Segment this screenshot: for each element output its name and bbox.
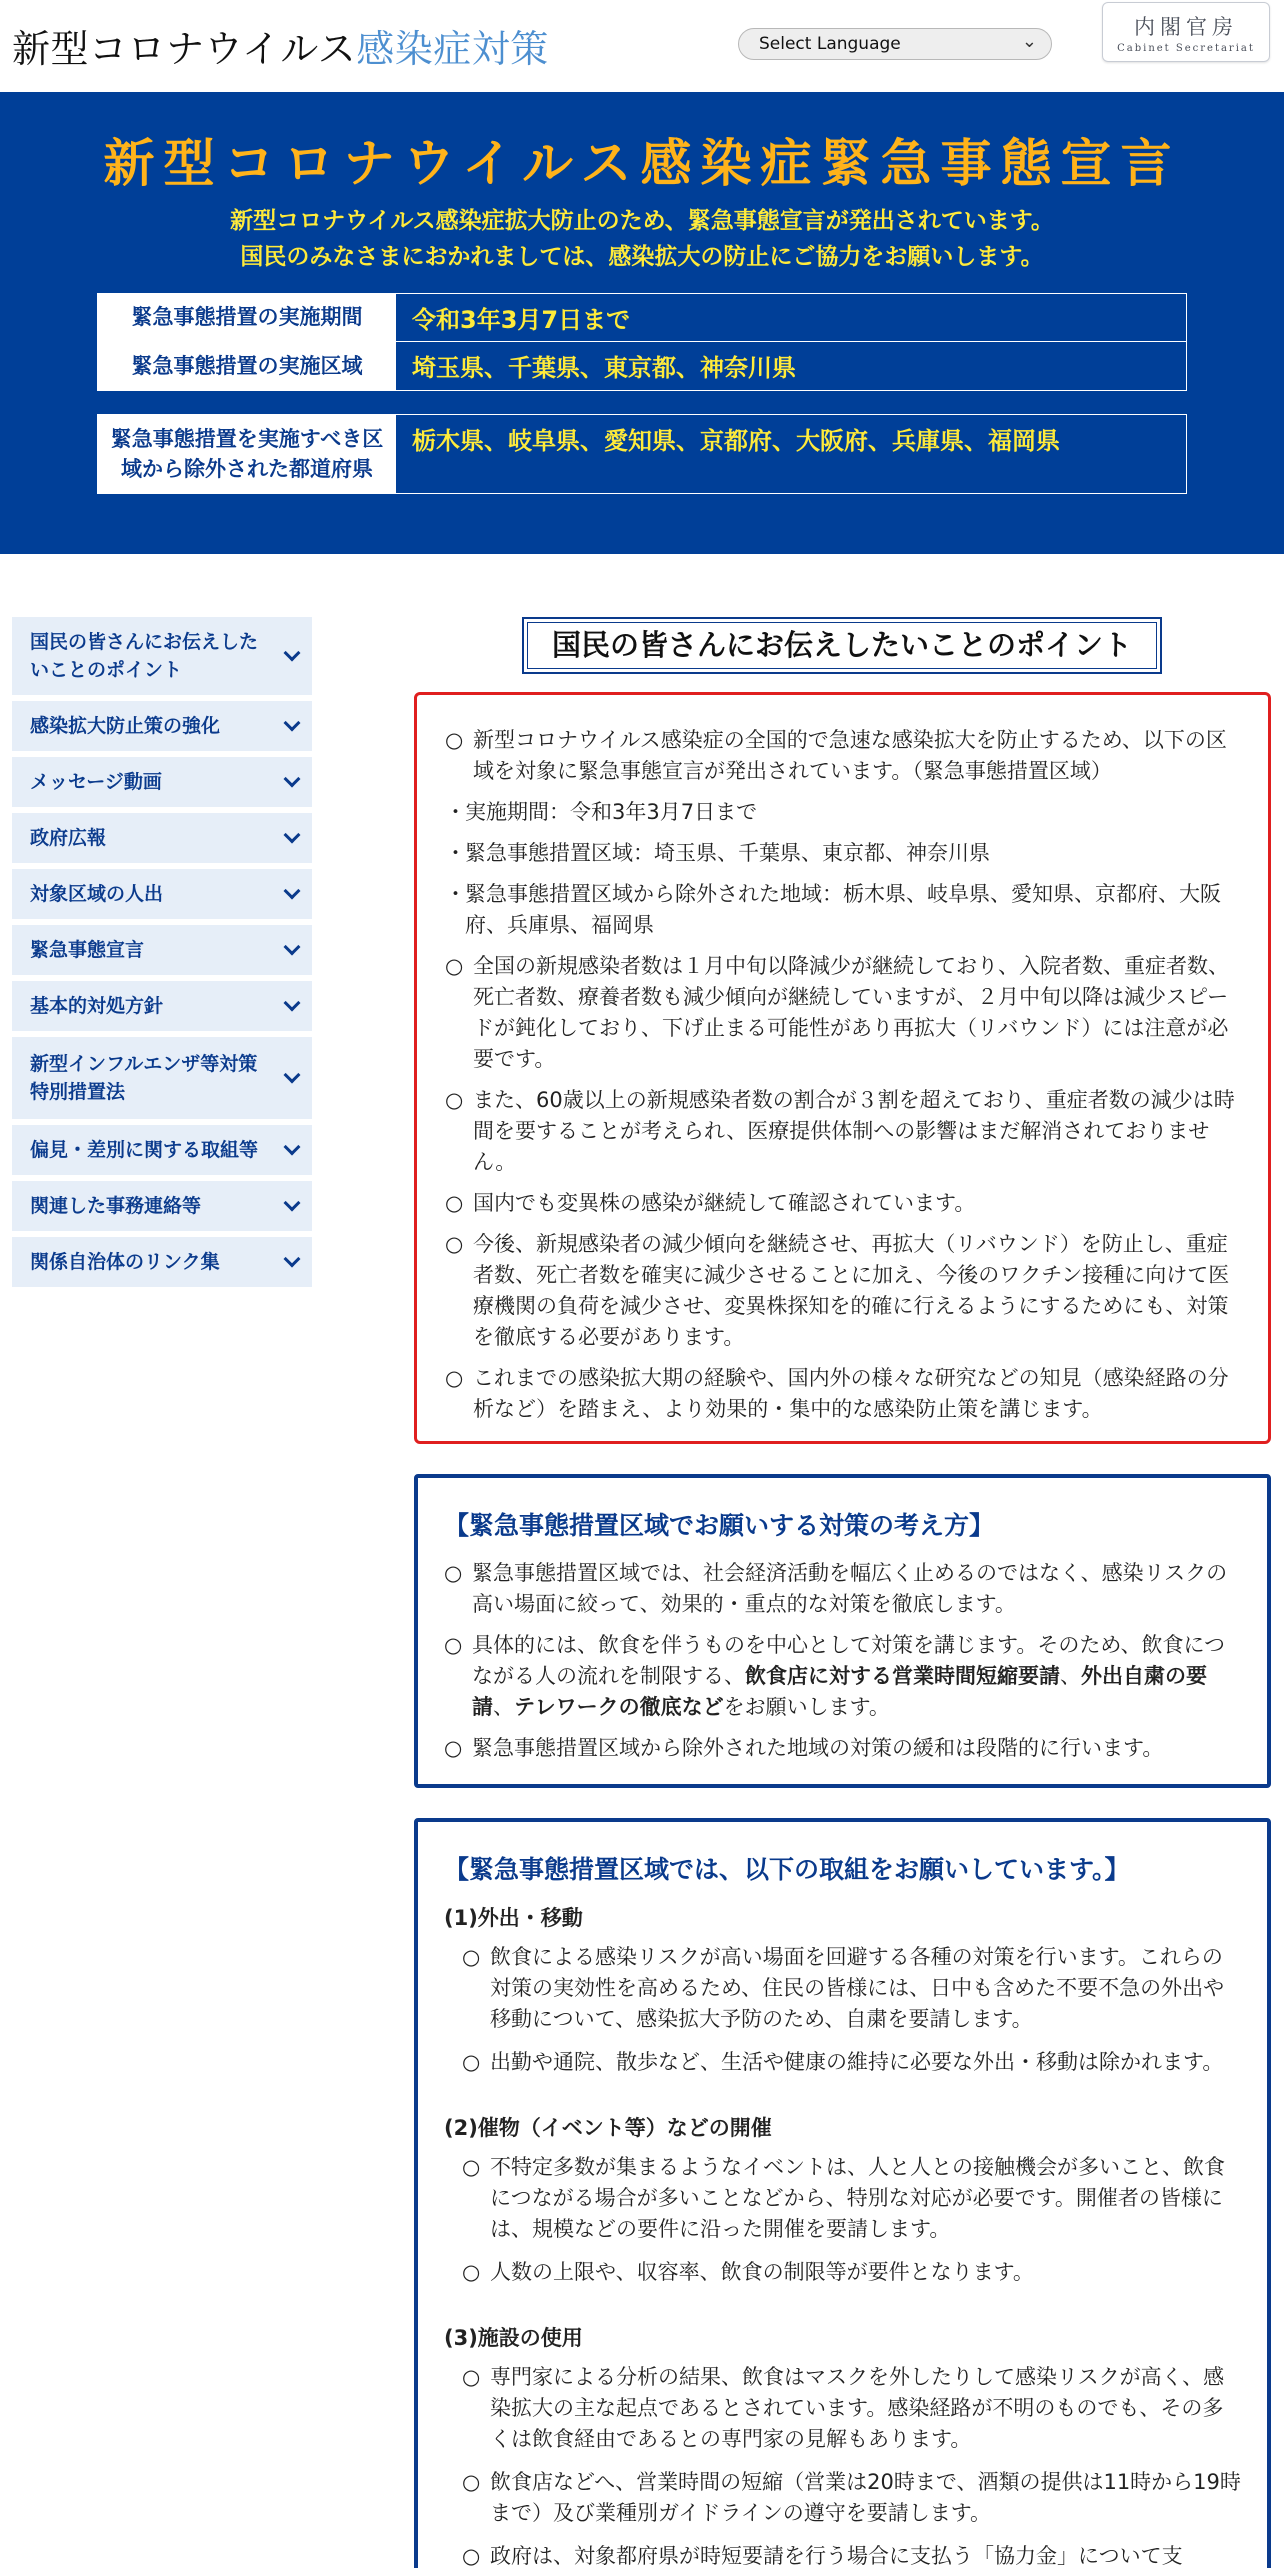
chevron-down-icon — [284, 883, 301, 900]
point-item: ○ これまでの感染拡大期の経験や、国内外の様々な研究などの知見（感染経路の分析など）を踏まえ、より効果的・集中的な感染防止策を講じます。 — [445, 1363, 1244, 1425]
banner-row-label: 緊急事態措置を実施すべき区域から除外された都道府県 — [98, 415, 396, 493]
circle-bullet: ○ — [445, 954, 464, 978]
sidebar-item-crowd[interactable] — [12, 869, 312, 921]
sidebar-item-links[interactable] — [12, 1237, 312, 1289]
request-item: ○ 飲食による感染リスクが高い場面を回避する各種の対策を行います。これらの対策の実効性を高めるため、住民の皆様には、日中も含めた不要不急の外出や移動について、感染拡大予防のため、自粛を要請します。 — [444, 1942, 1243, 2035]
banner-row-value: 令和3年3月7日まで — [412, 306, 631, 334]
sidebar-item-label: 対象区域の人出 — [30, 882, 164, 905]
emergency-banner — [0, 92, 1284, 554]
banner-subtitle-line1: 新型コロナウイルス感染症拡大防止のため、緊急事態宣言が発出されています。 — [230, 208, 1054, 234]
requests-heading: 【緊急事態措置区域では、以下の取組をお願いしています。】 — [444, 1855, 1130, 1884]
request-item: ○ 専門家による分析の結果、飲食はマスクを外したりして感染リスクが高く、感染拡大の主な起点であるとされています。感染経路が不明のものでも、その多くは飲食経由であるとの専門家の見解もあります。 — [444, 2362, 1243, 2455]
request-item: ○ 不特定多数が集まるようなイベントは、人と人との接触機会が多いこと、飲食につながる場合が多いことなどから、特別な対応が必要です。開催者の皆様には、規模などの要件に沿った開催を要請します。 — [444, 2152, 1243, 2245]
requests-subheading-events: (2)催物（イベント等）などの開催 — [444, 2116, 772, 2140]
sidebar-item-notices[interactable] — [12, 1181, 312, 1233]
approach-item: ○ 具体的には、飲食を伴うものを中心として対策を講じます。そのため、飲食につながる人の流れを制限する、飲食店に対する営業時間短縮要請、外出自粛の要請、テレワークの徹底などをお願いします。 — [444, 1630, 1243, 1723]
approach-heading: 【緊急事態措置区域でお願いする対策の考え方】 — [444, 1511, 995, 1540]
chevron-down-icon — [284, 939, 301, 956]
circle-bullet: ○ — [445, 1191, 464, 1215]
points-box — [414, 692, 1271, 1444]
circle-bullet: ○ — [445, 728, 464, 752]
request-item: ○ 政府は、対象都府県が時短要請を行う場合に支払う「協力金」について支 — [444, 2541, 1243, 2568]
language-select-label: Select Language — [759, 34, 901, 54]
banner-subtitle-line2: 国民のみなさまにおかれましては、感染拡大の防止にご協力をお願いします。 — [240, 244, 1044, 270]
circle-bullet: ○ — [445, 1232, 464, 1256]
site-header — [0, 0, 1284, 92]
chevron-down-icon — [284, 1067, 301, 1084]
sidebar-item-discrimination[interactable] — [12, 1125, 312, 1177]
chevron-down-icon — [284, 995, 301, 1012]
sidebar-item-label: 国民の皆さんにお伝えしたいことのポイント — [30, 630, 259, 681]
point-item: ○ 今後、新規感染者の減少傾向を継続させ、再拡大（リバウンド）を防止し、重症者数、死亡者数を確実に減少させることに加え、今後のワクチン接種に向けて医療機関の負荷を減少させ、変異株探知を的確に行えるようにするためにも、対策を徹底する必要があります。 — [445, 1229, 1244, 1353]
chevron-down-icon: ⌄ — [1021, 31, 1037, 52]
banner-row-value: 栃木県、岐阜県、愛知県、京都府、大阪府、兵庫県、福岡県 — [412, 427, 1060, 455]
request-item: ○ 人数の上限や、収容率、飲食の制限等が要件となります。 — [444, 2257, 1243, 2288]
chevron-down-icon — [284, 771, 301, 788]
circle-bullet: ○ — [462, 2155, 481, 2179]
point-item: ○ また、60歳以上の新規感染者数の割合が３割を超えており、重症者数の減少は時間を要することが考えられ、医療提供体制への影響はまだ解消されておりません。 — [445, 1085, 1244, 1178]
requests-box — [414, 1818, 1271, 2568]
banner-row-area — [97, 342, 1187, 391]
site-title[interactable] — [12, 18, 549, 73]
chevron-down-icon — [284, 1139, 301, 1156]
circle-bullet: ○ — [462, 2470, 481, 2494]
sidebar-item-label: 関連した事務連絡等 — [30, 1194, 202, 1217]
sidebar-item-label: メッセージ動画 — [30, 770, 162, 793]
banner-row-label: 緊急事態措置の実施期間 — [98, 294, 396, 341]
requests-subheading-outing: (1)外出・移動 — [444, 1906, 583, 1930]
circle-bullet: ○ — [462, 2544, 481, 2568]
sidebar-item-label: 緊急事態宣言 — [30, 938, 145, 961]
sidebar-nav — [12, 617, 312, 1293]
points-heading: 国民の皆さんにお伝えしたいことのポイント — [522, 617, 1162, 674]
sidebar-item-label: 関係自治体のリンク集 — [30, 1250, 220, 1273]
dot-bullet: ・ — [445, 882, 466, 906]
chevron-down-icon — [284, 827, 301, 844]
approach-box — [414, 1474, 1271, 1788]
sidebar-item-points[interactable] — [12, 617, 312, 697]
circle-bullet: ○ — [445, 1366, 464, 1390]
circle-bullet: ○ — [444, 1736, 463, 1760]
banner-row-period — [97, 293, 1187, 342]
approach-item: ○ 緊急事態措置区域では、社会経済活動を幅広く止めるのではなく、感染リスクの高い場面に絞って、効果的・重点的な対策を徹底します。 — [444, 1558, 1243, 1620]
point-item: ○ 新型コロナウイルス感染症の全国的で急速な感染拡大を防止するため、以下の区域を対象に緊急事態宣言が発出されています。（緊急事態措置区域） — [445, 725, 1244, 787]
sidebar-item-videos[interactable] — [12, 757, 312, 809]
chevron-down-icon — [284, 645, 301, 662]
request-item: ○ 飲食店などへ、営業時間の短縮（営業は20時まで、酒類の提供は11時から19時まで）及び業種別ガイドラインの遵守を要請します。 — [444, 2467, 1243, 2529]
sidebar-item-policy[interactable] — [12, 981, 312, 1033]
circle-bullet: ○ — [462, 2050, 481, 2074]
point-item: ○ 国内でも変異株の感染が継続して確認されています。 — [445, 1188, 1244, 1219]
circle-bullet: ○ — [462, 2365, 481, 2389]
dot-bullet: ・ — [445, 841, 466, 865]
language-select[interactable] — [738, 28, 1052, 60]
sidebar-item-label: 政府広報 — [30, 826, 107, 849]
point-subitem: ・実施期間：令和3年3月7日まで — [445, 797, 1244, 828]
sidebar-item-measures[interactable] — [12, 701, 312, 753]
point-item: ○ 全国の新規感染者数は１月中旬以降減少が継続しており、入院者数、重症者数、死亡者数、療養者数も減少傾向が継続していますが、２月中旬以降は減少スピードが鈍化しており、下げ止まる可能性があり再拡大（リバウンド）には注意が必要です。 — [445, 951, 1244, 1075]
point-subitem: ・緊急事態措置区域から除外された地域：栃木県、岐阜県、愛知県、京都府、大阪府、兵庫県、福岡県 — [445, 879, 1244, 941]
chevron-down-icon — [284, 1251, 301, 1268]
sidebar-item-law[interactable] — [12, 1037, 312, 1121]
sidebar-item-label: 基本的対処方針 — [30, 994, 164, 1017]
sidebar-item-label: 感染拡大防止策の強化 — [30, 714, 221, 737]
banner-row-value: 埼玉県、千葉県、東京都、神奈川県 — [412, 354, 796, 382]
request-item: ○ 出勤や通院、散歩など、生活や健康の維持に必要な外出・移動は除かれます。 — [444, 2047, 1243, 2078]
chevron-down-icon — [284, 715, 301, 732]
chevron-down-icon — [284, 1195, 301, 1212]
cabinet-secretariat-logo[interactable] — [1102, 2, 1270, 62]
banner-row-label: 緊急事態措置の実施区域 — [98, 342, 396, 390]
logo-text-en: Cabinet Secretariat — [1117, 43, 1255, 54]
circle-bullet: ○ — [462, 1945, 481, 1969]
sidebar-item-declaration[interactable] — [12, 925, 312, 977]
circle-bullet: ○ — [445, 1088, 464, 1112]
circle-bullet: ○ — [462, 2260, 481, 2284]
site-title-part1: 新型コロナウイルス — [12, 27, 357, 71]
banner-row-excluded — [97, 414, 1187, 494]
sidebar-item-pr[interactable] — [12, 813, 312, 865]
approach-item: ○ 緊急事態措置区域から除外された地域の対策の緩和は段階的に行います。 — [444, 1733, 1243, 1764]
sidebar-item-label: 偏見・差別に関する取組等 — [30, 1138, 259, 1161]
circle-bullet: ○ — [444, 1561, 463, 1585]
banner-title: 新型コロナウイルス感染症緊急事態宣言 — [103, 135, 1181, 194]
requests-subheading-facilities: (3)施設の使用 — [444, 2326, 583, 2350]
circle-bullet: ○ — [444, 1633, 463, 1657]
dot-bullet: ・ — [445, 800, 466, 824]
site-title-part2: 感染症対策 — [356, 27, 549, 71]
logo-text-jp: 内閣官房 — [1134, 15, 1238, 39]
sidebar-item-label: 新型インフルエンザ等対策特別措置法 — [30, 1052, 258, 1103]
point-subitem: ・緊急事態措置区域：埼玉県、千葉県、東京都、神奈川県 — [445, 838, 1244, 869]
